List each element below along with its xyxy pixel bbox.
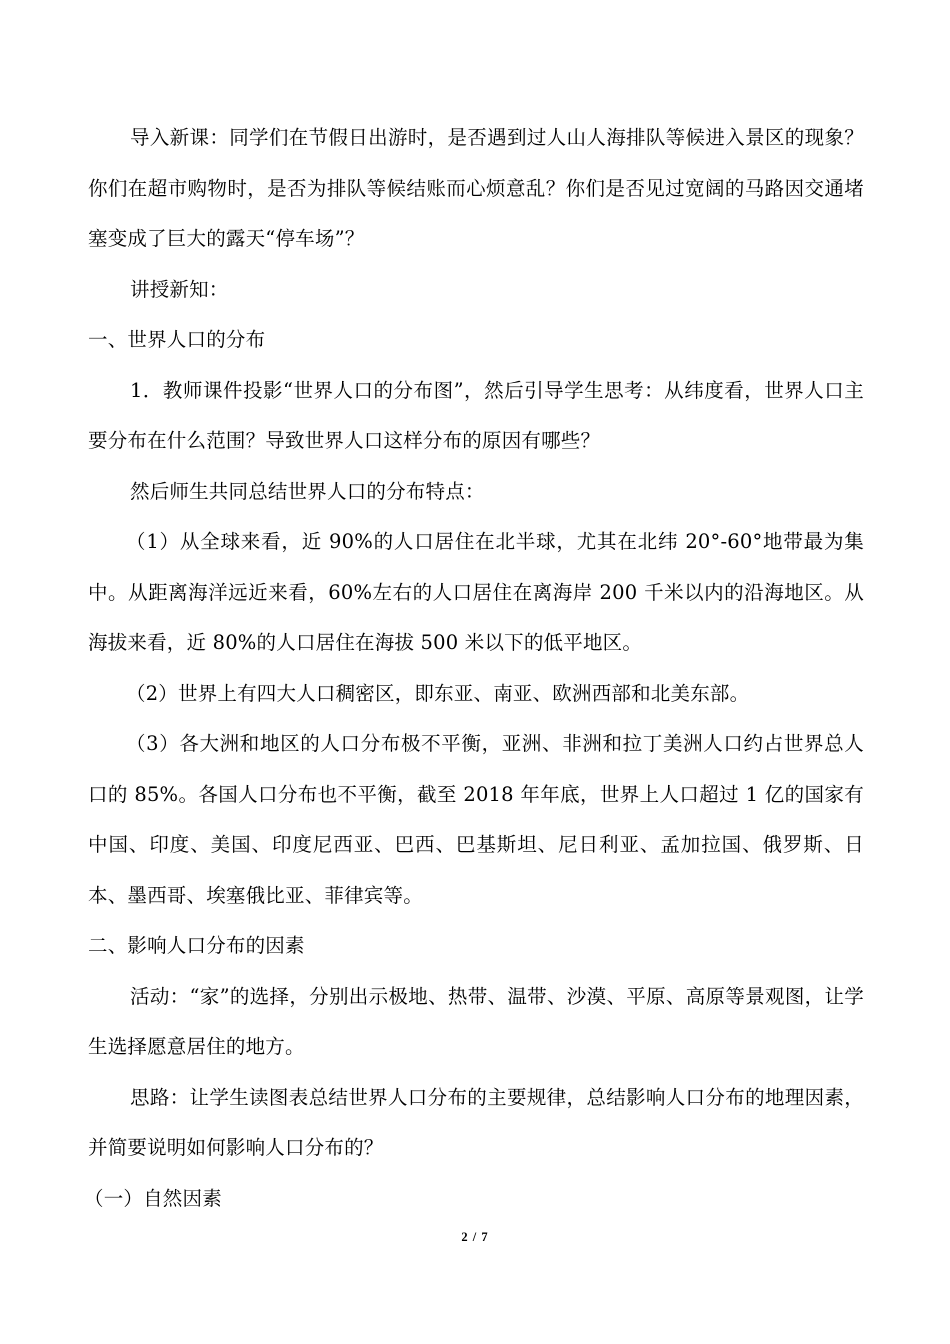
paragraph-point-1: 1．教师课件投影“世界人口的分布图”，然后引导学生思考：从纬度看，世界人口主要分布在什么范围？导致世界人口这样分布的原因有哪些？ xyxy=(88,378,864,452)
paragraph-summary: 然后师生共同总结世界人口的分布特点： xyxy=(130,479,485,503)
paragraph-feature-2: （2）世界上有四大人口稠密区，即东亚、南亚、欧洲西部和北美东部。 xyxy=(126,681,750,705)
paragraph-approach: 思路：让学生读图表总结世界人口分布的主要规律，总结影响人口分布的地理因素，并简要说明如何影响人口分布的？ xyxy=(88,1085,864,1159)
document-body xyxy=(84,113,864,1224)
subsection-heading-natural: （一）自然因素 xyxy=(84,1186,222,1210)
section-heading-factors: 二、影响人口分布的因素 xyxy=(88,934,305,957)
paragraph-intro: 导入新课：同学们在节假日出游时，是否遇到过人山人海排队等候进入景区的现象？你们在超市购物时，是否为排队等候结账而心烦意乱？你们是否见过宽阔的马路因交通堵塞变成了巨大的露天“停车场”？ xyxy=(88,126,864,250)
paragraph-teach: 讲授新知： xyxy=(130,277,229,301)
page-number: 2 / 7 xyxy=(461,1230,489,1244)
paragraph-feature-3: （3）各大洲和地区的人口分布极不平衡，亚洲、非洲和拉丁美洲人口约占世界总人口的 85%。各国人口分布也不平衡，截至 2018 年年底，世界上人口超过 1 亿的国家有中国、印度、美国、印度尼西亚、巴西、巴基斯坦、尼日利亚、孟加拉国、俄罗斯、日本、墨西哥、埃塞俄比亚、菲律宾等。 xyxy=(88,732,864,907)
paragraph-activity: 活动：“家”的选择，分别出示极地、热带、温带、沙漠、平原、高原等景观图，让学生选择愿意居住的地方。 xyxy=(88,984,864,1058)
paragraph-feature-1: （1）从全球来看，近 90%的人口居住在北半球，尤其在北纬 20°-60°地带最为集中。从距离海洋远近来看，60%左右的人口居住在离海岸 200 千米以内的沿海地区。从海拔来看，近 80%的人口居住在海拔 500 米以下的低平地区。 xyxy=(88,530,864,654)
section-heading-distribution: 一、世界人口的分布 xyxy=(88,328,266,351)
